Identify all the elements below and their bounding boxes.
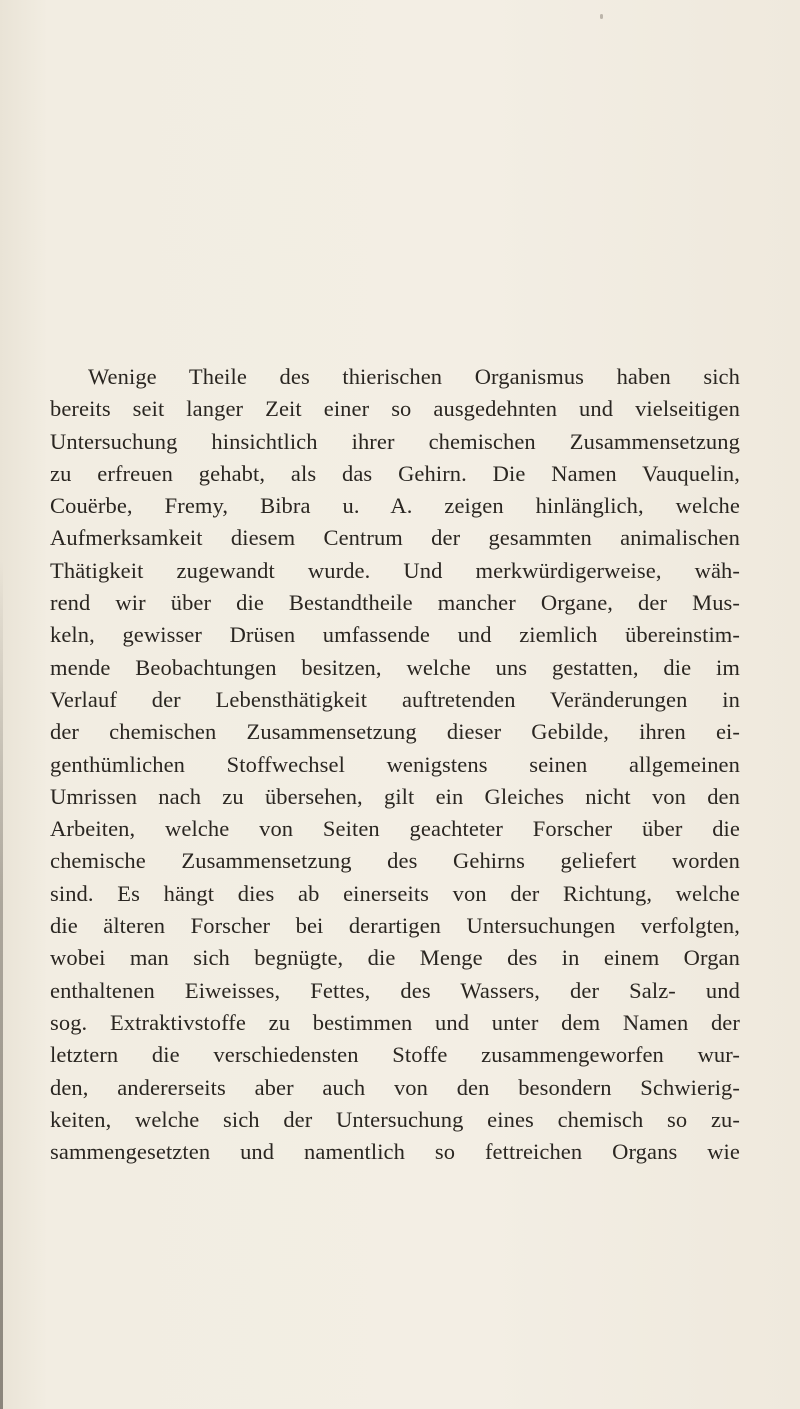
text-line: die älteren Forscher bei derartigen Untersuchungen verfolgten,	[50, 913, 740, 939]
text-line: sammengesetzten und namentlich so fettreichen Organs wie	[50, 1139, 740, 1165]
text-line: Arbeiten, welche von Seiten geachteter Forscher über die	[50, 816, 740, 842]
text-line: Untersuchung hinsichtlich ihrer chemischen Zusammensetzung	[50, 428, 740, 454]
text-line: Couërbe, Fremy, Bibra u. A. zeigen hinlänglich, welche	[50, 493, 740, 519]
body-paragraph	[50, 361, 740, 1168]
text-line: der chemischen Zusammensetzung dieser Gebilde, ihren ei-	[50, 719, 740, 745]
text-line: enthaltenen Eiweisses, Fettes, des Wassers, der Salz- und	[50, 977, 740, 1003]
text-line: Wenige Theile des thierischen Organismus haben sich	[88, 364, 740, 389]
text-line: letztern die verschiedensten Stoffe zusammengeworfen wur-	[50, 1042, 740, 1068]
text-line: sog. Extraktivstoffe zu bestimmen und unter dem Namen der	[50, 1009, 740, 1035]
text-line: Verlauf der Lebensthätigkeit auftretenden Veränderungen in	[50, 686, 740, 712]
text-line: rend wir über die Bestandtheile mancher Organe, der Mus-	[50, 590, 740, 616]
text-line: Umrissen nach zu übersehen, gilt ein Gleiches nicht von den	[50, 783, 740, 809]
paper-speck	[600, 14, 603, 19]
text-line: bereits seit langer Zeit einer so ausgedehnten und vielseitigen	[50, 396, 740, 422]
text-line: keln, gewisser Drüsen umfassende und ziemlich übereinstim-	[50, 622, 740, 648]
text-line: den, andererseits aber auch von den besondern Schwierig-	[50, 1074, 740, 1100]
text-line: Aufmerksamkeit diesem Centrum der gesammten animalischen	[50, 525, 740, 551]
text-line: keiten, welche sich der Untersuchung eines chemisch so zu-	[50, 1106, 740, 1132]
text-line: zu erfreuen gehabt, als das Gehirn. Die Namen Vauquelin,	[50, 460, 740, 486]
text-line: chemische Zusammensetzung des Gehirns geliefert worden	[50, 848, 740, 874]
text-line: Thätigkeit zugewandt wurde. Und merkwürdigerweise, wäh-	[50, 557, 740, 583]
text-line: genthümlichen Stoffwechsel wenigstens seinen allgemeinen	[50, 751, 740, 777]
page-edge-shadow	[0, 560, 3, 1409]
text-line: mende Beobachtungen besitzen, welche uns gestatten, die im	[50, 654, 740, 680]
text-line: sind. Es hängt dies ab einerseits von der Richtung, welche	[50, 880, 740, 906]
text-line: wobei man sich begnügte, die Menge des in einem Organ	[50, 945, 740, 971]
